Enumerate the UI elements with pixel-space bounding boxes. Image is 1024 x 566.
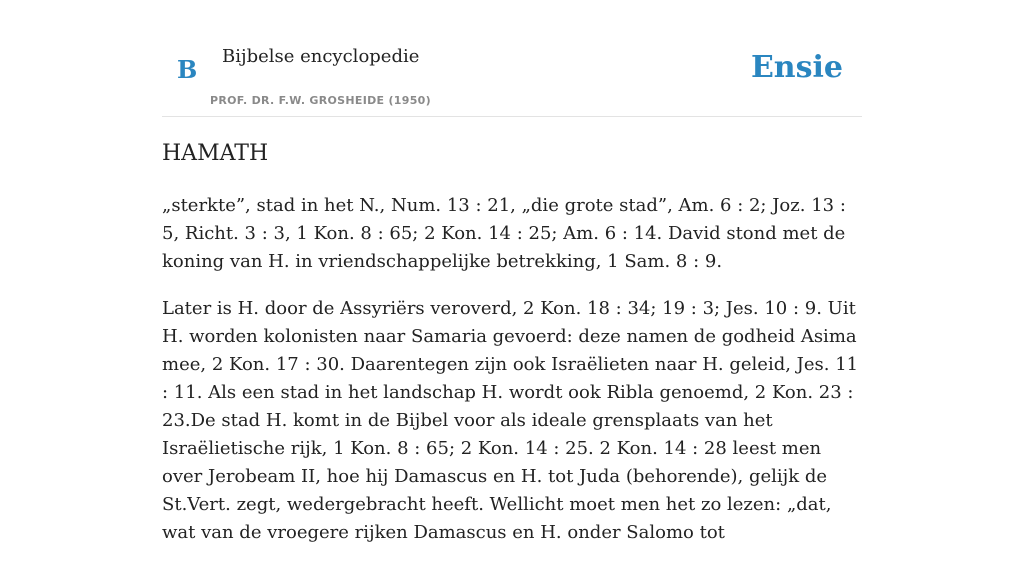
article-body: [162, 192, 862, 566]
encyclopedia-header: [162, 0, 862, 117]
book-title-link[interactable]: Bijbelse encyclopedie: [222, 46, 420, 67]
article-paragraph: „sterkte”, stad in het N., Num. 13 : 21, „die grote stad”, Am. 6 : 2; Joz. 13 : 5, Richt. 3 : 3, 1 Kon. 8 : 65; 2 Kon. 14 : 25; Am. 6 : 14. David stond met de koning van H. in vriendschappelijke betrekking, 1 Sam. 8 : 9.: [162, 195, 846, 272]
brand-logo-link[interactable]: Ensie: [750, 50, 843, 85]
book-author: PROF. DR. F.W. GROSHEIDE (1950): [210, 94, 431, 107]
article-paragraph: Later is H. door de Assyriërs veroverd, 2 Kon. 18 : 34; 19 : 3; Jes. 10 : 9. Uit H. worden kolonisten naar Samaria gevoerd: deze namen de godheid Asima mee, 2 Kon. 17 : 30. Daarentegen zijn ook Israëlieten naar H. geleid, Jes. 11 : 11. Als een stad in het landschap H. wordt ook Ribla genoemd, 2 Kon. 23 : 23.De stad H. komt in de Bijbel voor als ideale grensplaats van het Israëlietische rijk, 1 Kon. 8 : 65; 2 Kon. 14 : 25. 2 Kon. 14 : 28 leest men over Jerobeam II, hoe hij Damascus en H. tot Juda (behorende), gelijk de St.Vert. zegt, wedergebracht heeft. Wellicht moet men het zo lezen: „dat, wat van de vroegere rijken Damascus en H. onder Salomo tot: [162, 298, 859, 543]
book-letter-link[interactable]: B: [177, 55, 198, 84]
article-title: HAMATH: [162, 141, 269, 166]
